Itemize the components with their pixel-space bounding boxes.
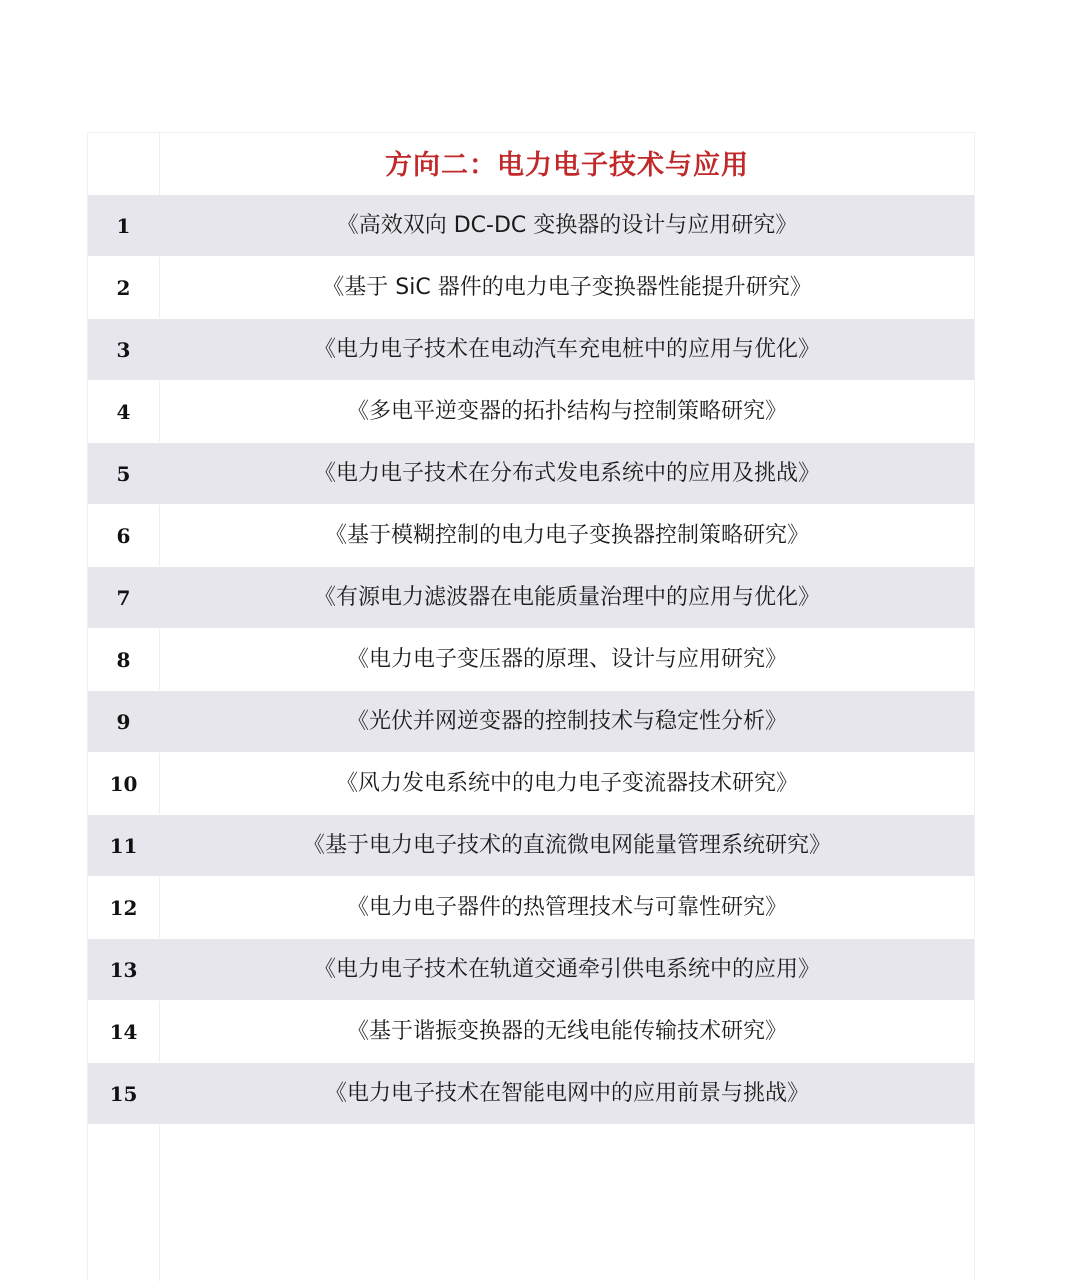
table-row (88, 815, 974, 877)
table-row (88, 1063, 974, 1125)
row-number: 11 (109, 834, 138, 858)
row-title: 《风力发电系统中的电力电子变流器技术研究》 (335, 771, 798, 796)
table-row (88, 319, 974, 381)
row-number: 12 (109, 896, 138, 920)
row-title: 《电力电子技术在智能电网中的应用前景与挑战》 (324, 1081, 809, 1106)
table-row (88, 195, 974, 257)
table-row (88, 567, 974, 629)
row-number: 15 (109, 1082, 138, 1106)
row-title: 《基于模糊控制的电力电子变换器控制策略研究》 (324, 523, 809, 548)
table-row (88, 505, 974, 567)
row-title: 《光伏并网逆变器的控制技术与稳定性分析》 (346, 709, 787, 734)
topic-table (87, 132, 975, 1281)
table-row (88, 257, 974, 319)
topic-rows (88, 195, 974, 1125)
table-row (88, 381, 974, 443)
row-title: 《基于 SiC 器件的电力电子变换器性能提升研究》 (322, 275, 812, 300)
table-row (88, 691, 974, 753)
row-title: 《电力电子技术在分布式发电系统中的应用及挑战》 (313, 461, 820, 486)
row-number: 7 (116, 586, 131, 610)
table-row (88, 939, 974, 1001)
row-number: 2 (116, 276, 131, 300)
row-title: 《电力电子器件的热管理技术与可靠性研究》 (346, 895, 787, 920)
row-title: 《电力电子技术在电动汽车充电桩中的应用与优化》 (313, 337, 820, 362)
row-title: 《电力电子变压器的原理、设计与应用研究》 (346, 647, 787, 672)
row-number: 5 (116, 462, 131, 486)
row-number: 10 (109, 772, 138, 796)
table-row (88, 443, 974, 505)
row-title: 《有源电力滤波器在电能质量治理中的应用与优化》 (313, 585, 820, 610)
row-number: 13 (109, 958, 138, 982)
row-number: 4 (116, 400, 131, 424)
row-number: 8 (116, 648, 131, 672)
table-row (88, 753, 974, 815)
row-title: 《高效双向 DC-DC 变换器的设计与应用研究》 (336, 213, 798, 238)
row-title: 《电力电子技术在轨道交通牵引供电系统中的应用》 (313, 957, 820, 982)
table-title: 方向二：电力电子技术与应用 (385, 150, 749, 181)
table-row (88, 629, 974, 691)
row-number: 1 (116, 214, 131, 238)
table-row (88, 1001, 974, 1063)
row-number: 9 (116, 710, 131, 734)
row-number: 3 (116, 338, 131, 362)
row-number: 14 (109, 1020, 138, 1044)
row-title: 《多电平逆变器的拓扑结构与控制策略研究》 (346, 399, 787, 424)
row-title: 《基于电力电子技术的直流微电网能量管理系统研究》 (302, 833, 831, 858)
row-number: 6 (116, 524, 131, 548)
table-header-row (88, 133, 974, 195)
row-title: 《基于谐振变换器的无线电能传输技术研究》 (346, 1019, 787, 1044)
table-row (88, 877, 974, 939)
